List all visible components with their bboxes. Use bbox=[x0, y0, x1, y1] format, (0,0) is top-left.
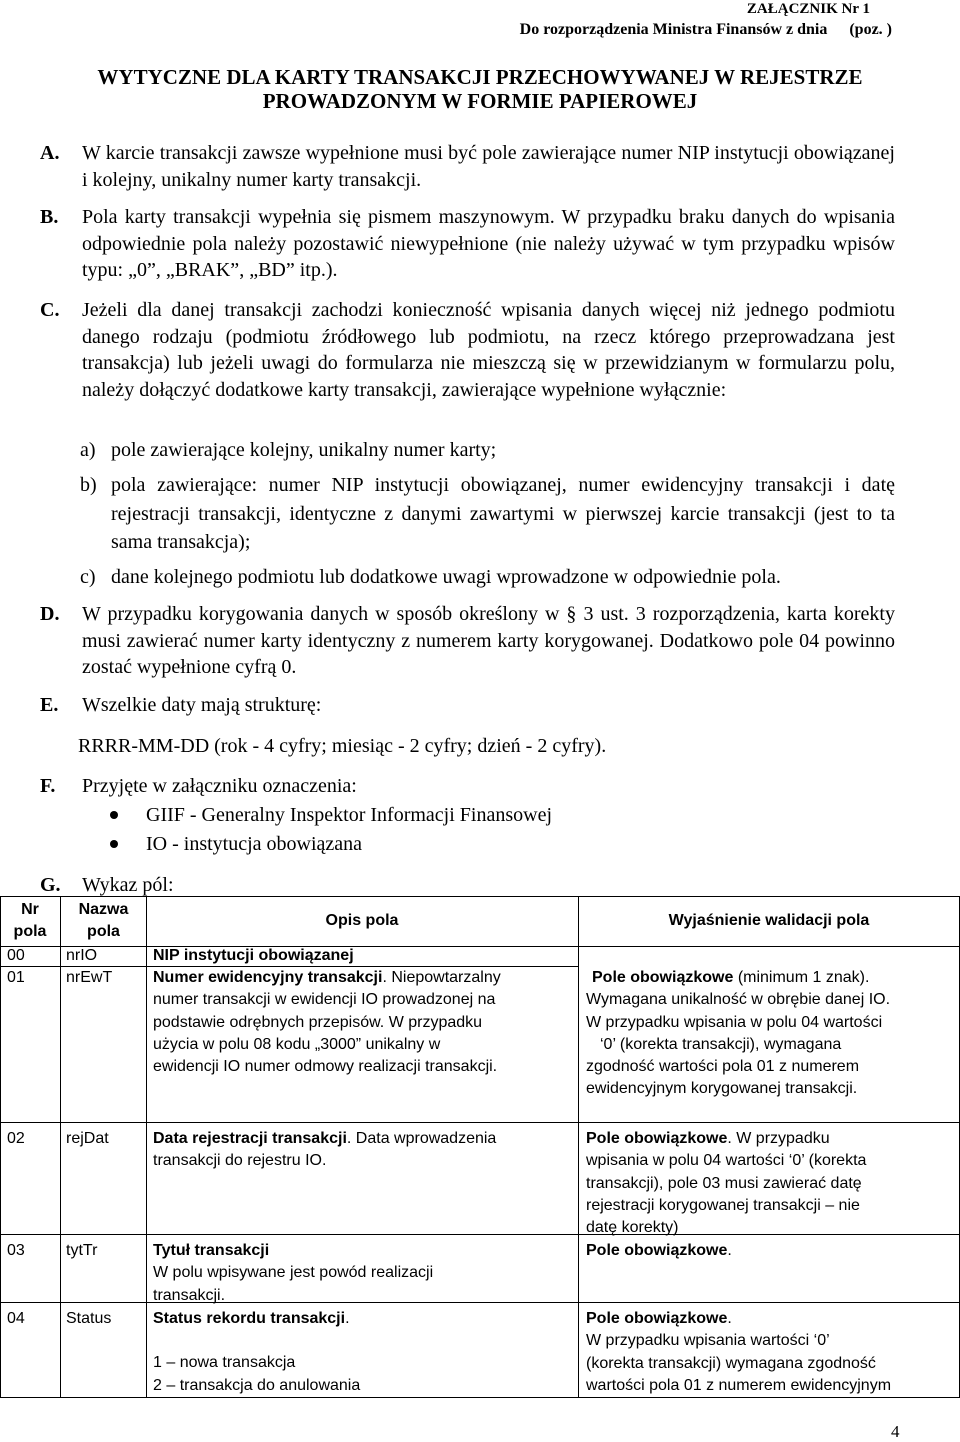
section-e bbox=[40, 692, 895, 719]
regulation-reference bbox=[520, 19, 892, 40]
section-text: Pola karty transakcji wypełnia się pismem maszynowym. W przypadku braku danych do wpisania odpowiednie pola należy pozostawić niewypełnione (nie należy używać w tym przypadku wpisów typu: „0”, „BRAK”, „BD” itp.). bbox=[82, 206, 895, 281]
date-format: RRRR-MM-DD (rok - 4 cyfry; miesiąc - 2 cyfry; dzień - 2 cyfry). bbox=[78, 735, 607, 757]
row-02-opis-text: transakcji do rejestru IO. bbox=[153, 1152, 327, 1170]
row-03-opis-text: transakcji. bbox=[153, 1286, 226, 1304]
section-text: W przypadku korygowania danych w sposób określony w § 3 ust. 3 rozporządzenia, karta korekty musi zawierać numer karty identyczny z numerem karty korygowanej. Dodatkowo pole 04 powinno zostać wypełnione cyfrą 0. bbox=[82, 603, 895, 678]
list-item-letter: b) bbox=[80, 474, 97, 496]
row-02-walid-text: rejestracji korygowanej transakcji – nie bbox=[586, 1196, 860, 1214]
bullet-icon bbox=[110, 840, 118, 848]
list-item-text: pole zawierające kolejny, unikalny numer karty; bbox=[111, 439, 497, 461]
list-item-a bbox=[80, 436, 895, 465]
row-01-opis-text: numer transakcji w ewidencji IO prowadzonej na bbox=[153, 991, 496, 1009]
row-01-walid-text: (minimum 1 znak). bbox=[737, 969, 870, 986]
row-04-nr: 04 bbox=[7, 1310, 25, 1327]
row-02-walid-text: transakcji), pole 03 musi zawierać datę bbox=[586, 1174, 862, 1192]
row-02-opis-text: Data wprowadzenia bbox=[355, 1130, 497, 1147]
header-nazwa-line2: pola bbox=[87, 923, 120, 941]
header-nr-line2: pola bbox=[13, 923, 47, 941]
row-04-nazwa: Status bbox=[66, 1310, 112, 1327]
regulation-text: Do rozporządzenia Ministra Finansów z dnia bbox=[519, 21, 828, 38]
bullet-text: IO - instytucja obowiązana bbox=[146, 833, 363, 855]
row-04-walid-text: W przypadku wpisania wartości ‘0’ bbox=[586, 1332, 830, 1350]
header-nazwa-line1: Nazwa bbox=[78, 901, 129, 918]
row-01-opis-title: Numer ewidencyjny transakcji bbox=[153, 969, 383, 986]
row-03-nazwa: tytTr bbox=[66, 1242, 98, 1259]
row-04-opis bbox=[153, 1308, 577, 1397]
section-letter: E. bbox=[40, 694, 59, 716]
row-01-opis-line1 bbox=[153, 967, 577, 989]
row-02-walid-title: Pole obowiązkowe bbox=[586, 1130, 728, 1147]
bullet-item bbox=[110, 831, 362, 857]
row-00-nr: 00 bbox=[7, 947, 25, 964]
row-01-walid-text: Wymagana unikalność w obrębie danej IO. bbox=[586, 991, 891, 1009]
row-01-walid-text: zgodność wartości pola 01 z numerem bbox=[586, 1058, 860, 1076]
table-border bbox=[0, 1122, 960, 1123]
section-letter: D. bbox=[40, 603, 60, 625]
section-text: Wszelkie daty mają strukturę: bbox=[82, 694, 322, 716]
row-02-opis bbox=[153, 1128, 577, 1173]
title-line-2: PROWADZONYM W FORMIE PAPIEROWEJ bbox=[262, 89, 698, 113]
row-01-opis-text: Niepowtarzalny bbox=[391, 969, 501, 986]
row-04-walidacja bbox=[586, 1308, 958, 1397]
table-border bbox=[0, 896, 1, 1398]
row-01-walidacja bbox=[586, 967, 956, 1101]
document-title bbox=[0, 65, 960, 113]
table-border bbox=[0, 946, 960, 947]
bullet-icon bbox=[110, 811, 118, 819]
list-item-b bbox=[80, 471, 895, 557]
row-00-nazwa: nrIO bbox=[66, 947, 98, 964]
row-02-nr: 02 bbox=[7, 1130, 25, 1147]
row-04-opis-line1 bbox=[153, 1308, 577, 1330]
section-d bbox=[40, 601, 895, 681]
list-item-letter: c) bbox=[80, 566, 96, 588]
row-01-opis bbox=[153, 967, 577, 1078]
row-03-walid-title: Pole obowiązkowe bbox=[586, 1242, 728, 1259]
row-03-walidacja bbox=[586, 1240, 956, 1262]
row-01-opis-text: użycia w polu 08 kodu „3000” unikalny w bbox=[153, 1035, 441, 1053]
section-c bbox=[40, 297, 895, 403]
row-01-walid-text: ewidencyjnym korygowanej transakcji. bbox=[586, 1080, 858, 1098]
section-a bbox=[40, 140, 895, 193]
table-border bbox=[60, 896, 61, 1398]
row-01-opis-title-end: . bbox=[382, 969, 387, 986]
row-01-walid-text: ‘0’ (korekta transakcji), wymagana bbox=[600, 1035, 842, 1053]
row-03-opis-title: Tytuł transakcji bbox=[153, 1242, 270, 1259]
section-letter: G. bbox=[40, 874, 61, 896]
row-02-walid-line1 bbox=[586, 1128, 956, 1150]
row-04-walid-text: wartości pola 01 z numerem ewidencyjnym bbox=[586, 1376, 892, 1394]
list-item-text: pola zawierające: numer NIP instytucji obowiązanej, numer ewidencyjny transakcji i datę rejestracji transakcji, identyczne z danymi zawartymi w pierwszej karcie transakcji (jest to ta sama transakcja); bbox=[111, 474, 895, 553]
table-border bbox=[0, 896, 960, 897]
table-border bbox=[146, 896, 147, 1398]
row-04-opis-spacer bbox=[153, 1330, 577, 1352]
row-04-walid-line1 bbox=[586, 1308, 958, 1330]
list-item-text: dane kolejnego podmiotu lub dodatkowe uwagi wprowadzone w odpowiednie pola. bbox=[111, 566, 781, 588]
row-02-opis-line1 bbox=[153, 1128, 577, 1150]
row-01-nr: 01 bbox=[7, 969, 25, 986]
row-04-walid-text: . bbox=[727, 1310, 732, 1327]
row-02-walidacja bbox=[586, 1128, 956, 1239]
row-01-walid-text: W przypadku wpisania w polu 04 wartości bbox=[586, 1013, 883, 1031]
row-02-walid-text: wpisania w polu 04 wartości ‘0’ (korekta bbox=[586, 1152, 867, 1170]
section-letter: F. bbox=[40, 775, 56, 797]
bullet-item bbox=[110, 802, 552, 828]
section-text: Wykaz pól: bbox=[82, 874, 174, 896]
row-03-walid-line1 bbox=[586, 1240, 956, 1262]
row-04-opis-title: Status rekordu transakcji bbox=[153, 1310, 346, 1327]
page-number: 4 bbox=[891, 1422, 900, 1441]
section-g bbox=[40, 872, 895, 899]
row-01-walid-title: Pole obowiązkowe bbox=[592, 969, 734, 986]
row-01-nazwa: nrEwT bbox=[66, 969, 113, 986]
row-04-walid-title: Pole obowiązkowe bbox=[586, 1310, 728, 1327]
row-04-opis-title-end: . bbox=[345, 1310, 350, 1327]
row-02-opis-title: Data rejestracji transakcji bbox=[153, 1130, 347, 1147]
list-item-letter: a) bbox=[80, 439, 96, 461]
row-03-opis bbox=[153, 1240, 577, 1307]
section-letter: C. bbox=[40, 299, 60, 321]
row-02-opis-title-end: . bbox=[346, 1130, 352, 1147]
header-walidacja: Wyjaśnienie walidacji pola bbox=[668, 912, 870, 929]
section-text: Przyjęte w załączniku oznaczenia: bbox=[82, 775, 357, 797]
bullet-text: GIIF - Generalny Inspektor Informacji Finansowej bbox=[146, 804, 552, 826]
title-line-1: WYTYCZNE DLA KARTY TRANSAKCJI PRZECHOWYWANEJ W REJESTRZE bbox=[97, 65, 863, 89]
row-02-walid-text: datę korekty) bbox=[586, 1219, 679, 1237]
row-01-walid-line1 bbox=[592, 967, 956, 989]
header-nazwa bbox=[61, 899, 146, 944]
row-04-opis-text: 2 – transakcja do anulowania bbox=[153, 1376, 361, 1394]
annex-label: ZAŁĄCZNIK Nr 1 bbox=[746, 1, 870, 17]
table-border bbox=[578, 896, 579, 1398]
header-nr bbox=[0, 899, 60, 944]
row-01-opis-text: ewidencji IO numer odmowy realizacji transakcji. bbox=[153, 1058, 498, 1076]
row-02-walid-text: . W przypadku bbox=[727, 1130, 830, 1147]
section-b bbox=[40, 204, 895, 284]
section-letter: B. bbox=[40, 206, 59, 228]
row-01-opis-text: podstawie odrębnych przepisów. W przypadku bbox=[153, 1013, 483, 1031]
section-text: W karcie transakcji zawsze wypełnione musi być pole zawierające numer NIP instytucji obowiązanej i kolejny, unikalny numer karty transakcji. bbox=[82, 142, 895, 191]
header-opis: Opis pola bbox=[325, 912, 399, 929]
row-03-opis-text: W polu wpisywane jest powód realizacji bbox=[153, 1264, 434, 1282]
section-letter: A. bbox=[40, 142, 60, 164]
row-00-opis: NIP instytucji obowiązanej bbox=[153, 947, 354, 964]
header-nr-line1: Nr bbox=[21, 901, 39, 918]
fields-table bbox=[0, 896, 960, 1398]
row-03-walid-text: . bbox=[727, 1242, 732, 1259]
row-04-opis-text: 1 – nowa transakcja bbox=[153, 1354, 296, 1372]
row-02-nazwa: rejDat bbox=[66, 1130, 109, 1147]
section-f bbox=[40, 773, 895, 800]
row-04-walid-text: (korekta transakcji) wymagana zgodność bbox=[586, 1354, 876, 1372]
section-text: Jeżeli dla danej transakcji zachodzi konieczność wpisania danych więcej niż jednego podmiotu danego rodzaju (podmiotu źródłowego lub podmiotu, na rzecz którego przeprowadzana jest transakcja) lub jeżeli uwagi do formularza nie mieszczą się w przewidzianym w formularzu polu, należy dołączyć dodatkowe karty transakcji, zawierające wypełnione wyłącznie: bbox=[82, 299, 895, 401]
row-03-nr: 03 bbox=[7, 1242, 25, 1259]
regulation-position: (poz. ) bbox=[849, 21, 892, 38]
list-item-c bbox=[80, 563, 895, 592]
